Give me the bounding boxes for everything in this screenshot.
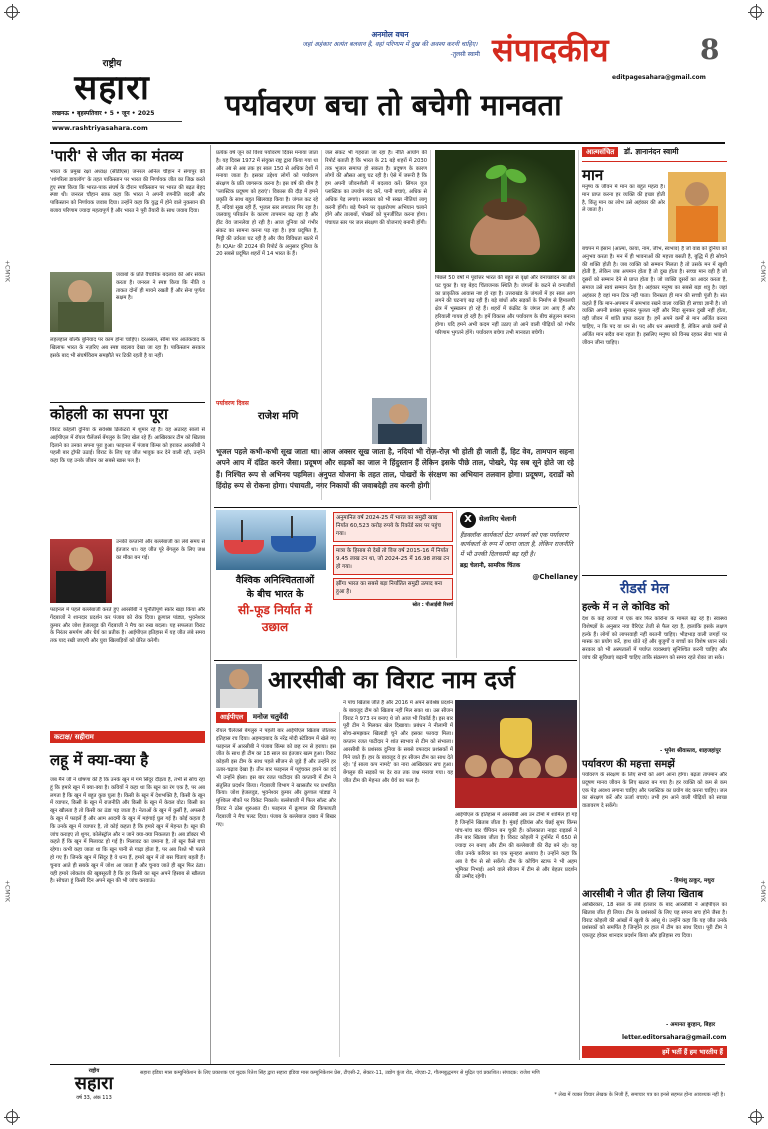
article-text: जवाबों के प्रति वैचारिक बदलाव की ओर संकेत करता है। जनरल ने स्पष्ट किया कि नीति व ताकत दोनों ही मायने रखती हैं और सेना पूर्णतः सक्षम है।	[116, 272, 205, 302]
rcb-byline: आईपीएल मनोज चतुर्वेदी	[216, 712, 336, 723]
registration-mark	[750, 6, 762, 18]
boats-photo	[216, 510, 326, 570]
hands-plant-photo	[435, 150, 575, 272]
editorial-col-3: पिछले 50 वर्षों में पूर्वोत्तर भारत की बहुत से वृक्षों और वनाच्छादन का क्षेत्र घट चुका है। यह बेहद चिंताजनक स्थिति है। जंगलों के कटने से वन्यजीवों का प्राकृतिक आवास नष्ट हो रहा है। उत्तराखंड के जंगलों में हर साल आग लगने की घटनाएं बढ़ रही हैं। बड़े बांधों और सड़कों के निर्माण से हिमालयी क्षेत्र में भूस्खलन हो रहे हैं। शहरों में कंक्रीट के जंगल उग आए हैं और हरियाली गायब हो रही है। हमें विकास और पर्यावरण के बीच संतुलन बनाना होगा। यदि हमने अभी कदम नहीं उठाए तो आने वाली पीढ़ियों को गंभीर परिणाम भुगतने होंगे। पर्यावरण बचेगा तभी मानवता बचेगी।	[435, 275, 575, 336]
author-name: राजेश मणि	[258, 411, 299, 422]
quote-box: अनमोल वचन जहां अहंकार अत्यंत बलवान है, वहां परिणाम में दुख की अवश्य करनी चाहिए। -तुलसी स्वामी	[302, 30, 480, 58]
article-text: पर्यावरण के संरक्षण के लिए सभी को आगे आना होगा। बढ़ता तापमान और प्रदूषण मानव जीवन के लिए खतरा बन गया है। हर व्यक्ति को कम से कम एक पेड़ अवश्य लगाना चाहिए और प्लास्टिक का प्रयोग बंद करना चाहिए। जल का संरक्षण करें और ऊर्जा बचाएं। तभी हम आने वाली पीढ़ियों को स्वच्छ वातावरण दे सकेंगे।	[582, 772, 727, 810]
reader-signature: - अमानत बुरहान, बिहार	[666, 1022, 716, 1028]
manoj-photo	[216, 664, 262, 708]
article-text: लहलहाल बल्कि बुनियाद पर काम होना चाहिए। दरअसल, सीमा पार आतंकवाद के खिलाफ भारत के नज़रिए अब स्पष्ट बदलाव देखा जा रहा है। पाकिस्तान सरकार इसके बाद भी संघर्षविराम समझौते पर टिकी रहती है या नहीं।	[50, 337, 205, 359]
registration-mark	[750, 1111, 762, 1123]
day-label: पर्यावरण दिवस	[216, 400, 249, 407]
reader-headline-1: हल्के में न ले कोविड को	[582, 602, 670, 613]
logo-text: सहारा	[74, 68, 150, 109]
left-headline-1: 'पारी' से जीत का मंतव्य	[50, 147, 183, 165]
article-text: मनुष्य के जीवन में मान का बहुत महत्व है। मान प्राप्त करना हर व्यक्ति की इच्छा होती है, किंतु मान का लोभ उसे अहंकार की ओर ले जाता है।	[582, 184, 665, 214]
website: www.rashtriyasahara.com	[52, 124, 148, 132]
footer-logo: राष्ट्रीय सहारा वर्ष 33, अंक 113	[74, 1068, 114, 1102]
tagline-bar: हमें भर्ती हैं हम भारतीय हैं	[582, 1046, 727, 1058]
rcb-headline: आरसीबी का विराट नाम दर्ज	[268, 665, 515, 694]
editorial-col-2: जल संकट भी गहराता जा रहा है। नीति आयोग की रिपोर्ट बताती है कि भारत के 21 बड़े शहरों में 2030 तक भूजल समाप्त हो सकता है। प्रदूषण के कारण लोगों की औसत आयु घट रही है। ऐसे में जरूरी है कि हम अपनी जीवनशैली में बदलाव करें। सिंगल यूज प्लास्टिक का उपयोग बंद करें, पानी बचाएं, अधिक से अधिक पेड़ लगाएं। सरकार को भी सख्त नीतियां लागू करनी होंगी। बड़े पैमाने पर वृक्षारोपण अभियान चलाने होंगे और तालाबों, पोखरों को पुनर्जीवित करना होगा। पंचायत स्तर पर जल संरक्षण की योजनाएं बनानी होंगी।	[325, 150, 427, 227]
left-column	[50, 147, 205, 1129]
reader-headline-2: पर्यावरण की महत्ता समझें	[582, 759, 675, 770]
readers-mail-title: रीडर्स मेल	[620, 581, 670, 597]
page-number: 8	[700, 33, 720, 66]
seafood-headline: वैश्विक अनिश्चितताओं के बीच भारत के सी-फूड निर्यात में उछाल	[235, 575, 315, 634]
rcb-col-2: ने पांच खिताब जीते हैं और 2016 में अपने सर्वश्रेष्ठ प्रदर्शन के बावजूद टीम को खिताब नहीं मिल सका था। उस सीजन विराट ने 973 रन बनाए थे जो आज भी रिकॉर्ड है। इस बार पूरी टीम ने मिलकर खेल दिखाया। प्रबंधन ने नीलामी में सोच-समझकर खिलाड़ी चुने और इसका फायदा मिला। कप्तान रजत पाटीदार ने शांत स्वभाव से टीम को संभाला। आरसीबी के प्रशंसक दुनिया के सबसे वफादार प्रशंसकों में गिने जाते हैं। हार के बावजूद वे हर सीजन टीम का साथ देते रहे। 'ई साला कप नामदे' का नारा आखिरकार सच हुआ। बेंगलुरु की सड़कों पर देर रात तक जश्न मनाया गया। यह जीत टीम की मेहनत और धैर्य का फल है।	[343, 700, 453, 784]
reader-signature: - भूपेश श्रीवास्तव, शाहजहांपुर	[660, 748, 721, 754]
article-text: जब मैंने जी ने धोषणा की है कि उनके खून में गर्म सिंदूर दौड़ता है, तभी से सोच रहा हूं कि हमारे खून में क्या-क्या है। कवियों ने कहा था कि खून का रंग एक है, पर अब लगता है कि खून में बहुत कुछ घुला है। किसी के खून में देशभक्ति है, किसी के खून में व्यापार, किसी के खून में राजनीति और किसी के खून में केवल वोट। किसी का खून खौलता है तो किसी का ठंडा पड़ जाता है। नेताओं के खून में कुर्सी है, अफसरों के खून में फाइलें हैं और आम आदमी के खून में महंगाई घुल गई है। कोई कहता है कि उनके खून में व्यापार है, तो कोई कहता है कि हमारे खून में मेहनत है। खून की जांच कराइए तो शुगर, कोलेस्ट्रॉल और न जाने क्या-क्या निकलता है। अब डॉक्टर भी कहते हैं कि खून में मिलावट हो गई है। मिलावट का जमाना है, तो खून कैसे बचा रहेगा। कभी कहा जाता था कि खून पानी से गाढ़ा होता है, पर अब रिश्ते भी पतले हो गए हैं। जिनके खून में सिंदूर है वे धन्य हैं, हमारे खून में तो बस चिंताएं बहती हैं। चुनाव आते ही सबके खून में जोश आ जाता है और चुनाव जाते ही खून फिर ठंडा। यही हमारे लोकतंत्र की खूबसूरती है कि हर किसी का खून अपने हिसाब से खौलता है। सोचता हूं किसी दिन अपने खून की भी जांच करवाऊं।	[50, 777, 205, 885]
editorial-col-1: प्रत्येक वर्ष जून को विश्व पर्यावरण दिवस मनाया जाता है। यह दिवस 1972 में संयुक्त राष्ट्र द्वारा किया गया था और तब से अब तक हर साल 150 से अधिक देशों में मनाया जाता है। इसका उद्देश्य लोगों को पर्यावरण संरक्षण के प्रति जागरूक करना है। इस वर्ष की थीम है 'प्लास्टिक प्रदूषण को हराएं'। विकास की दौड़ में हमने प्रकृति के साथ बहुत खिलवाड़ किया है। जंगल कट रहे हैं, नदियां सूख रही हैं, भूजल स्तर लगातार गिर रहा है। जलवायु परिवर्तन के कारण तापमान बढ़ रहा है और हीट वेव जानलेवा हो रही है। आज दुनिया को गंभीर संकट का सामना करना पड़ रहा है। हवा प्रदूषित है, मिट्टी की उर्वरता घट रही है और जैव विविधता खतरे में है। IQAir की 2024 की रिपोर्ट के अनुसार दुनिया के 20 सबसे प्रदूषित शहरों में 14 भारत के हैं।	[216, 150, 318, 258]
section-title: संपादकीय	[492, 31, 609, 69]
cmyk-label: +CMYK	[3, 260, 11, 282]
rcb-celebration-photo	[455, 700, 577, 808]
reader-signature: - हिमांशु ठाकुर, मथुरा	[670, 878, 715, 884]
masthead-logo: राष्ट्रीय सहारा	[52, 58, 172, 130]
pull-quote: भूजल पहले कभी-कभी सूख जाता था। आज अक्सर सूख जाता है, नदियां भी रोज़-रोज़ भी होती ही जाती हैं, हिट वेव, तामपान सहना अपने आप में दंडित करने जैसा। प्रदूषण और सड़कों का जाल ने हिंदुस्तान हैं लेकिन इसके पीछे ताल, पोखरे, पेड़ सब सूने होते जा रहे हैं। निश्चित रूप से अभिनय पहमिल। अनुपत योजना के तहत ताल, पोखरों के संरक्षण का अभियान तलवान होगा। प्रदूषण, दराडों को हिंदोह रूप से रोकना होगा। पंचायती, नगर निकायों की जवाबदेही तय करनी होगी	[216, 447, 574, 490]
cmyk-label: +CMYK	[759, 260, 766, 282]
cmyk-label: +CMYK	[3, 880, 11, 902]
letters-email: letter.editorsahara@gmail.com	[622, 1034, 727, 1041]
article-text: आखिरकार, 18 साल के लंबे इंतजार के बाद आरसीबी ने आईपीएल का खिताब जीत ही लिया। टीम के प्रशंसकों के लिए यह सपना सच होने जैसा है। विराट कोहली की आंखों में खुशी के आंसू थे। उन्होंने कहा कि यह जीत उनके प्रशंसकों को समर्पित है जिन्होंने हर हाल में टीम का साथ दिया। पूरी टीम ने एकजुट होकर शानदार प्रदर्शन किया और इतिहास रच दिया।	[582, 902, 727, 940]
author-photo	[372, 398, 427, 444]
atmasanchit-header: आत्मसंचित डॉ. ज्ञानानंदन स्वामी	[582, 147, 727, 162]
kohli-photo	[50, 539, 112, 603]
reader-headline-3: आरसीबी ने जीत ही लिया खिताब	[582, 889, 704, 900]
rcb-col-3: आईपीएल के इतिहास में आरसीबी अब उन टीमों में शामिल हो गई है जिन्होंने खिताब जीता है। मुंबई इंडियंस और चेन्नई सुपर किंग्स पांच-पांच बार चैंपियन बन चुकी हैं। कोलकाता नाइट राइडर्स ने तीन बार खिताब जीता है। विराट कोहली ने टूर्नामेंट में 650 से ज्यादा रन बनाए और टीम की बल्लेबाजी की रीढ़ बने रहे। यह जीत उनके करियर का एक सुनहरा अध्याय है। उन्होंने कहा कि अब वे चैन से सो सकेंगे। टीम के कोचिंग स्टाफ ने भी अहम भूमिका निभाई। आने वाले सीजन में टीम से और बेहतर प्रदर्शन की उम्मीद रहेगी।	[455, 812, 577, 881]
edit-email: editpagesahara@gmail.com	[612, 74, 706, 81]
registration-mark	[6, 1111, 18, 1123]
registration-mark	[6, 6, 18, 18]
cmyk-label: +CMYK	[759, 880, 766, 902]
article-text: देश के कई राज्यों में एक बार फिर कोरोना के मामले बढ़ रहे हैं। स्वास्थ्य विशेषज्ञों के अनुसार नया वैरिएंट तेजी से फैल रहा है, हालांकि इसके लक्षण हल्के हैं। लोगों को लापरवाही नहीं बरतनी चाहिए। भीड़भाड़ वाली जगहों पर मास्क का प्रयोग करें, हाथ धोते रहें और बुजुर्गों व बच्चों का विशेष ध्यान रखें। सरकार को भी अस्पतालों में पर्याप्त व्यवस्थाएं सुनिश्चित करनी चाहिए और जांच की सुविधाएं बढ़ानी चाहिए ताकि संक्रमण को समय रहते रोका जा सके।	[582, 616, 727, 661]
main-headline: पर्यावरण बचा तो बचेगी मानवता	[225, 88, 562, 122]
left-headline-3: लहू में क्या-क्या है	[50, 751, 149, 769]
article-text: बचपन में इंसान (आत्मा, काया, नाम, जीभ, स्वभाव) है जो वाद्य को दुनिया को अनुभव करता है। मन में ही भावनाओं की महत्ता बसती है, बुद्धि में ही सोचने की शक्ति होती है। जब व्यक्ति को सम्मान मिलता है तो उसके मन में खुशी होती है, लेकिन जब अपमान होता है तो दुख होता है। सच्चा मान वही है जो दूसरों को सम्मान देने से प्राप्त होता है। जो व्यक्ति दूसरों का आदर करता है, समाज उसे स्वयं सम्मान देता है। अहंकार मनुष्य का सबसे बड़ा शत्रु है। जहां अहंकार है वहां मान टिक नहीं पाता। विनम्रता ही मान की सच्ची पूंजी है। संत कहते हैं कि मान-अपमान में समभाव रखने वाला व्यक्ति ही सच्चा ज्ञानी है। जो व्यक्ति अपनी प्रशंसा सुनकर फूलता नहीं और निंदा सुनकर दुखी नहीं होता, वही जीवन में शांति प्राप्त करता है। हमें अपने कर्मों से मान अर्जित करना चाहिए, न कि पद या धन से। पद और धन अस्थायी हैं, लेकिन अच्छे कर्मों से अर्जित मान सदैव बना रहता है। इसलिए मनुष्य को विनम्र रहकर सेवा भाव से जीवन जीना चाहिए।	[582, 246, 727, 346]
tweet-box: X सेलानिए चेलानी हैंडक्लॉक कार्यकर्ता ग्रेटा थनबर्ग को एक पर्यावरण कार्यकर्ता के रूप में जाना जाता है, लेकिन राजनीति में भी उनकी दिलचस्पी बढ़ रही है। ब्रह्म चेलानी, सामरिक चिंतक @Chellaney	[460, 514, 578, 582]
swami-photo	[668, 172, 726, 242]
article-text: भारत के प्रमुख रक्षा अध्यक्ष (सीडीएस) जनरल अनिल चौहान ने संगापुर की 'शांगरिला डायलॉग' के तहत पाकिस्तान पर भारत की निर्णायक जीत का जिक्र करते हुए स्पष्ट किया कि भारत-पाक संघर्ष के दौरान पाकिस्तान पर भारत की बढ़त बेहद स्पष्ट थी। जनरल चौहान साफ़ कहा कि भारत ने अपनी रणनीति बदली और पाकिस्तान को निर्णायक जवाब दिया। उन्होंने कहा कि युद्ध में होने वाले नुकसान की बजाय परिणाम ज्यादा महत्वपूर्ण है और भारत ने पूरी तैयारी के साथ जवाब दिया।	[50, 169, 205, 214]
rcb-col-1: रॉयल चैलेंजर्स बेंगलुरु ने पहली बार आईपीएल खिताब जीतकर इतिहास रच दिया। अहमदाबाद के नरेंद्र मोदी स्टेडियम में खेले गए फाइनल में आरसीबी ने पंजाब किंग्स को छह रन से हराया। इस जीत के साथ ही टीम का 18 साल का इंतजार खत्म हुआ। विराट कोहली इस टीम के साथ पहले सीजन से जुड़े हैं और उन्होंने हर उतार-चढ़ाव देखा है। तीन बार फाइनल में पहुंचकर हारने का दर्द भी उन्होंने झेला। इस बार रजत पाटीदार की कप्तानी में टीम ने संतुलित प्रदर्शन किया। गेंदबाजी विभाग ने खासतौर पर प्रभावित किया। जोश हेजलवुड, भुवनेश्वर कुमार और क्रुणाल पांड्या ने मुश्किल मौकों पर विकेट निकाले। बल्लेबाजी में फिल सॉल्ट और विराट ने ठोस शुरुआत दी। फाइनल में क्रुणाल की किफायती गेंदबाजी ने मैच पलट दिया। पंजाब के बल्लेबाज दबाव में बिखर गए।	[216, 728, 336, 828]
article-text: विराट कोहली दुनिया के सर्वश्रेष्ठ क्रिकेटरों में शुमार रहे हैं। वह अठारह सालों से आईपीएल में रॉयल चैलेंजर्स बेंगलुरु के लिए खेल रहे हैं। आखिरकार टीम को खिताब दिलाने का उनका सपना पूरा हुआ। फाइनल में पंजाब किंग्स को हराकर आरसीबी ने पहली बार ट्रॉफी उठाई। विराट के लिए यह जीत भावुक कर देने वाली रही, उन्होंने कहा कि यह उनके जीवन का सबसे खास पल है।	[50, 427, 205, 465]
edition-line: लखनऊ • बृहस्पतिवार • 5 • जून • 2025	[52, 110, 155, 117]
left-headline-2: कोहली का सपना पूरा	[50, 405, 168, 423]
x-logo-icon: X	[460, 512, 476, 528]
imprint: सहारा इंडिया मास कम्युनिकेशन के लिए प्रकाशक एवं मुद्रक रितेश सिंह द्वारा सहारा इंडिया मास कम्युनिकेशन प्रेस, टीएसी-2, सेक्टर-11, उद्योग कुंज रोड, नोएडा-2, गौतमबुद्धनगर से मुद्रित एवं प्रकाशित। संपादक: राजेश मणि	[140, 1070, 540, 1076]
article-text: फाइनल में पहले बल्लेबाजी करते हुए आरसीबी ने चुनौतीपूर्ण स्कोर खड़ा किया और गेंदबाजों ने शानदार प्रदर्शन कर पंजाब को रोक दिया। क्रुणाल पांड्या, भुवनेश्वर कुमार और जोश हेजलवुड की गेंदबाजी ने मैच का रुख बदला। यह सफलता विराट के निरंतर समर्पण और धैर्य का प्रतीक है। आईपीएल इतिहास में यह जीत लंबे समय तक याद रखी जाएगी और युवा खिलाड़ियों को प्रेरित करेगी।	[50, 607, 205, 645]
atmasanchit-title: मान	[582, 166, 604, 184]
article-text: उनकी कप्तानी और बल्लेबाजी का लंबे समय से इंतजार था। यह जीत पूरे बेंगलुरु के लिए जश्न का मौका बन गई।	[116, 539, 205, 561]
seafood-facts: अनुमानित वर्ष 2024-25 में भारत का समुद्री खाद्य निर्यात 60,523 करोड़ रुपये के रिकॉर्ड स्तर पर पहुंच गया। मात्रा के हिसाब से देखें तो वित्त वर्ष 2015-16 में निर्यात 9.45 लाख टन था, जो 2024-25 में 16.98 लाख टन हो गया। झींगा भारत का सबसे बड़ा निर्यातित समुद्री उत्पाद बना हुआ है। स्रोत : पीआईबी रिसर्च	[333, 512, 453, 652]
cds-photo	[50, 272, 112, 332]
disclaimer: * लेख में व्यक्त विचार लेखक के निजी हैं, समाचार पत्र का इनसे सहमत होना आवश्यक नहीं है।	[554, 1092, 725, 1098]
katakash-tag: कटाक्ष/ सहीराम	[50, 731, 205, 743]
